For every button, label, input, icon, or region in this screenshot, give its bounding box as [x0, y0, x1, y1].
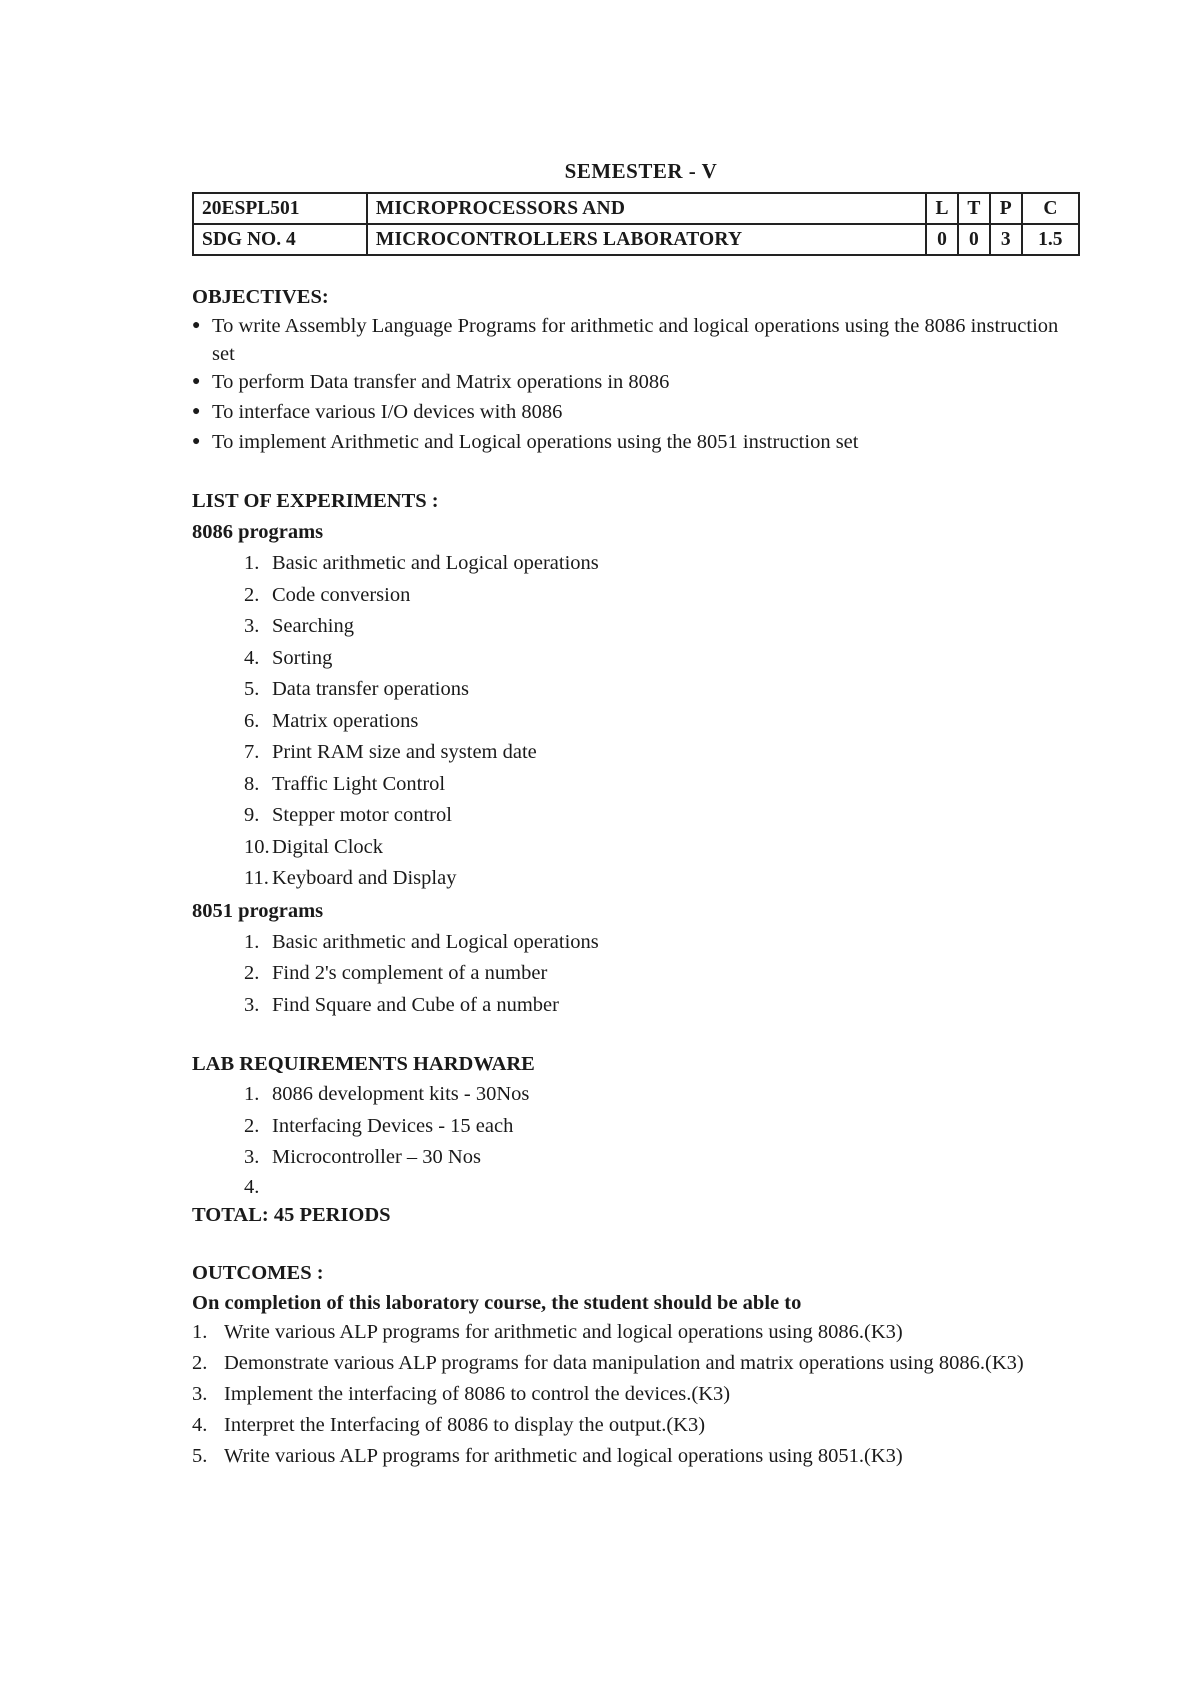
objectives-heading: OBJECTIVES:	[192, 286, 329, 308]
sdg-number: SDG NO. 4	[193, 224, 367, 255]
experiments-heading: LIST OF EXPERIMENTS :	[192, 490, 439, 512]
ltpc-value-p: 3	[990, 224, 1022, 255]
list-item: 5. Data transfer operations	[244, 678, 469, 700]
list-item: 1. Write various ALP programs for arithmetic and logical operations using 8086.(K3)	[192, 1320, 903, 1343]
list-item: 4. Interpret the Interfacing of 8086 to display the output.(K3)	[192, 1413, 706, 1436]
bullet-icon: ●	[192, 318, 201, 333]
list-item: 1. 8086 development kits - 30Nos	[244, 1083, 530, 1105]
list-item: 10. Digital Clock	[244, 835, 384, 858]
ltpc-header-c: C	[1022, 193, 1079, 224]
objectives-list	[192, 312, 1080, 458]
list-item: 2. Code conversion	[244, 583, 411, 606]
list-item: 7. Print RAM size and system date	[244, 741, 537, 763]
semester-heading: SEMESTER - V	[564, 159, 718, 183]
experiments-8051-list	[192, 927, 1080, 1022]
list-item: 3. Implement the interfacing of 8086 to control the devices.(K3)	[192, 1382, 731, 1405]
course-title-line2: MICROCONTROLLERS LABORATORY	[367, 224, 926, 255]
list-item: 3. Microcontroller – 30 Nos	[244, 1146, 481, 1168]
list-item: ● To implement Arithmetic and Logical operations using the 8051 instruction set	[192, 428, 1080, 458]
total-periods: TOTAL: 45 PERIODS	[192, 1203, 391, 1226]
ltpc-value-c: 1.5	[1022, 224, 1079, 255]
syllabus-page	[192, 150, 1080, 1473]
lab-requirements-heading: LAB REQUIREMENTS HARDWARE	[192, 1053, 535, 1075]
list-item: 2. Interfacing Devices - 15 each	[244, 1114, 514, 1137]
outcomes-intro: On completion of this laboratory course, the student should be able to	[192, 1291, 802, 1314]
list-item: 3. Searching	[244, 615, 354, 637]
course-code: 20ESPL501	[193, 193, 367, 224]
bullet-icon: ●	[192, 404, 201, 419]
list-item: 4. Sorting	[244, 646, 333, 669]
list-item: ● To write Assembly Language Programs for arithmetic and logical operations using the 8086 instruction set	[192, 312, 1080, 368]
group1-title: 8086 programs	[192, 521, 324, 543]
experiments-8086-list	[192, 548, 1080, 895]
list-item: 9. Stepper motor control	[244, 804, 452, 826]
lab-requirements-list	[192, 1079, 1080, 1200]
bullet-icon: ●	[192, 374, 201, 389]
course-title-line1: MICROPROCESSORS AND	[367, 193, 926, 224]
list-item: ● To perform Data transfer and Matrix operations in 8086	[192, 368, 1080, 398]
bullet-icon: ●	[192, 434, 201, 449]
outcomes-heading: OUTCOMES :	[192, 1261, 324, 1284]
list-item: 1. Basic arithmetic and Logical operations	[244, 930, 599, 953]
list-item: 11. Keyboard and Display	[244, 867, 457, 889]
list-item: 3. Find Square and Cube of a number	[244, 993, 559, 1016]
list-item: ● To interface various I/O devices with 8086	[192, 398, 1080, 428]
ltpc-header-p: P	[990, 193, 1022, 224]
list-item: 1. Basic arithmetic and Logical operations	[244, 552, 599, 574]
list-item: 5. Write various ALP programs for arithmetic and logical operations using 8051.(K3)	[192, 1444, 903, 1467]
ltpc-value-l: 0	[926, 224, 958, 255]
list-item: 4.	[244, 1175, 260, 1198]
ltpc-header-t: T	[958, 193, 990, 224]
list-item: 6. Matrix operations	[244, 709, 419, 732]
list-item: 2. Find 2's complement of a number	[244, 962, 548, 984]
course-table	[192, 192, 1080, 256]
list-item: 8. Traffic Light Control	[244, 772, 446, 795]
outcomes-list	[192, 1318, 1080, 1470]
group2-title: 8051 programs	[192, 899, 324, 922]
ltpc-value-t: 0	[958, 224, 990, 255]
ltpc-header-l: L	[926, 193, 958, 224]
list-item: 2. Demonstrate various ALP programs for data manipulation and matrix operations using 8086.(K3)	[192, 1351, 1024, 1374]
